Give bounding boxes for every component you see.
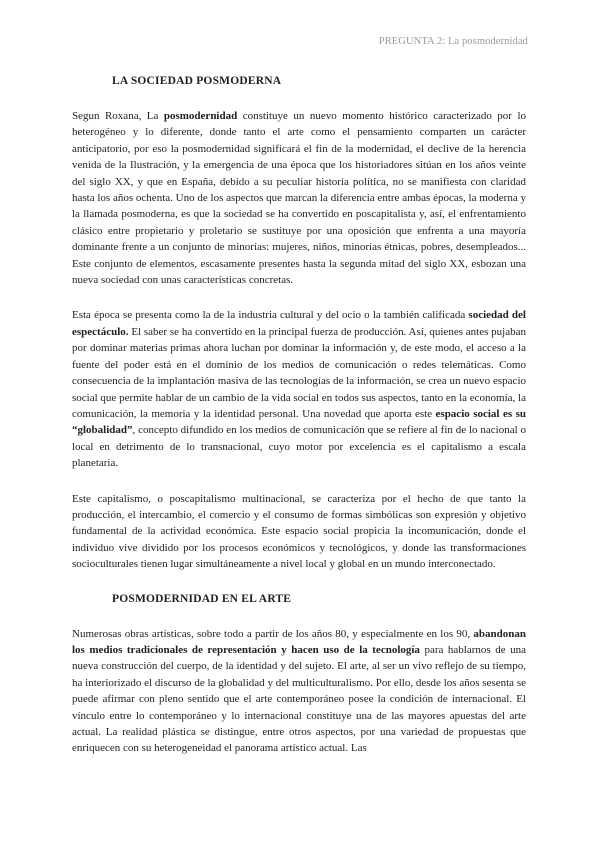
paragraph <box>72 108 526 288</box>
section-heading-posmodernidad-arte: POSMODERNIDAD EN EL ARTE <box>112 592 292 605</box>
paragraph <box>72 626 526 757</box>
paragraph <box>72 307 526 471</box>
text-run: constituye un nuevo momento histórico caracterizado por lo heterogéneo y lo diferente, donde tanto el arte como el pensamiento comparten un carácter anticipatorio, por eso la posmodernidad significará el fin de la modernidad, el declive de la herencia venida de la Ilustración, y la emergencia de una época que los historiadores sitúan en los años veinte del siglo XX, y que en España, debido a su peculiar historia política, no se manifiesta con claridad hasta los años ochenta. Uno de los aspectos que marcan la diferencia entre ambas épocas, la moderna y la llamada posmoderna, es que la sociedad se ha convertido en poscapitalista y, así, el enfrentamiento clásico entre propietario y proletario se sustituye por una oposición que enfrenta a una mayoría dominante frente a un conjunto de minorías: mujeres, niños, minorías étnicas, pobres, desempleados... Este conjunto de elementos, escasamente presentes hasta la segunda mitad del siglo XX, esbozan una nueva sociedad con unas características concretas. <box>72 110 526 287</box>
text-run: Numerosas obras artísticas, sobre todo a partir de los años 80, y especialmente en los 90, <box>72 627 474 640</box>
bold-text: sociedad del espectáculo. <box>72 309 526 338</box>
text-run: Este capitalismo, o poscapitalismo multinacional, se caracteriza por el hecho de que tanto la producción, el intercambio, el comercio y el consumo de formas simbólicas son expresión y objetivo fundamental de la actividad económica. Este espacio social propicia la incomunicación, donde el individuo vive dividido por los procesos económicos y tecnológicos, y donde las transformaciones socioculturales tienen lugar simultáneamente a nivel local y global en un mundo interconectado. <box>72 492 526 571</box>
text-run: para hablarnos de una nueva construcción del cuerpo, de la identidad y del sujeto. El arte, al ser un vivo reflejo de su tiempo, ha interiorizado el discurso de la globalidad y del multiculturalismo. Por ello, desde los años sesenta se puede afirmar con pleno sentido que el arte contemporáneo posee la condición de internacional. El vínculo entre lo contemporáneo y lo internacional constituye una de las mayores apuestas del arte actual. La realidad plástica se distingue, entre otros aspectos, por una variedad de propuestas que enriquecen con su heterogeneidad el panorama artístico actual. Las <box>72 643 526 755</box>
bold-text: posmodernidad <box>163 110 238 122</box>
document-body <box>72 72 526 776</box>
paragraph <box>72 491 526 573</box>
bold-text: espacio social es su “globalidad” <box>72 407 526 437</box>
text-run: El saber se ha convertido en la principal fuerza de producción. Así, quienes antes pujaban por dominar materias primas ahora luchan por dominar la información y, de este modo, el acceso a la fuente del poder está en el dominio de los medios de comunicación o redes telemáticas. Como consecuencia de la implantación masiva de las tecnologías de la información, se crea un nuevo espacio social que permite hablar de un cambio de la vida social en todos sus aspectos, tanto en la economía, la comunicación, la memoria y la identidad personal. Una novedad que aporta este <box>72 325 526 420</box>
text-run: Esta época se presenta como la de la industria cultural y del ocio o la también calificada <box>72 309 469 322</box>
text-run: , concepto difundido en los medios de comunicación que se refiere al fin de lo nacional o local en detrimento de lo transnacional, cuyo motor por excelencia es el capitalismo a escala planetaria. <box>72 424 526 470</box>
section-heading-sociedad-posmoderna: LA SOCIEDAD POSMODERNA <box>112 75 282 87</box>
bold-text: abandonan los medios tradicionales de representación y hacen uso de la tecnología <box>72 627 526 656</box>
text-run: Segun Roxana, La <box>72 110 164 122</box>
running-header: PREGUNTA 2: La posmodernidad <box>378 36 528 47</box>
